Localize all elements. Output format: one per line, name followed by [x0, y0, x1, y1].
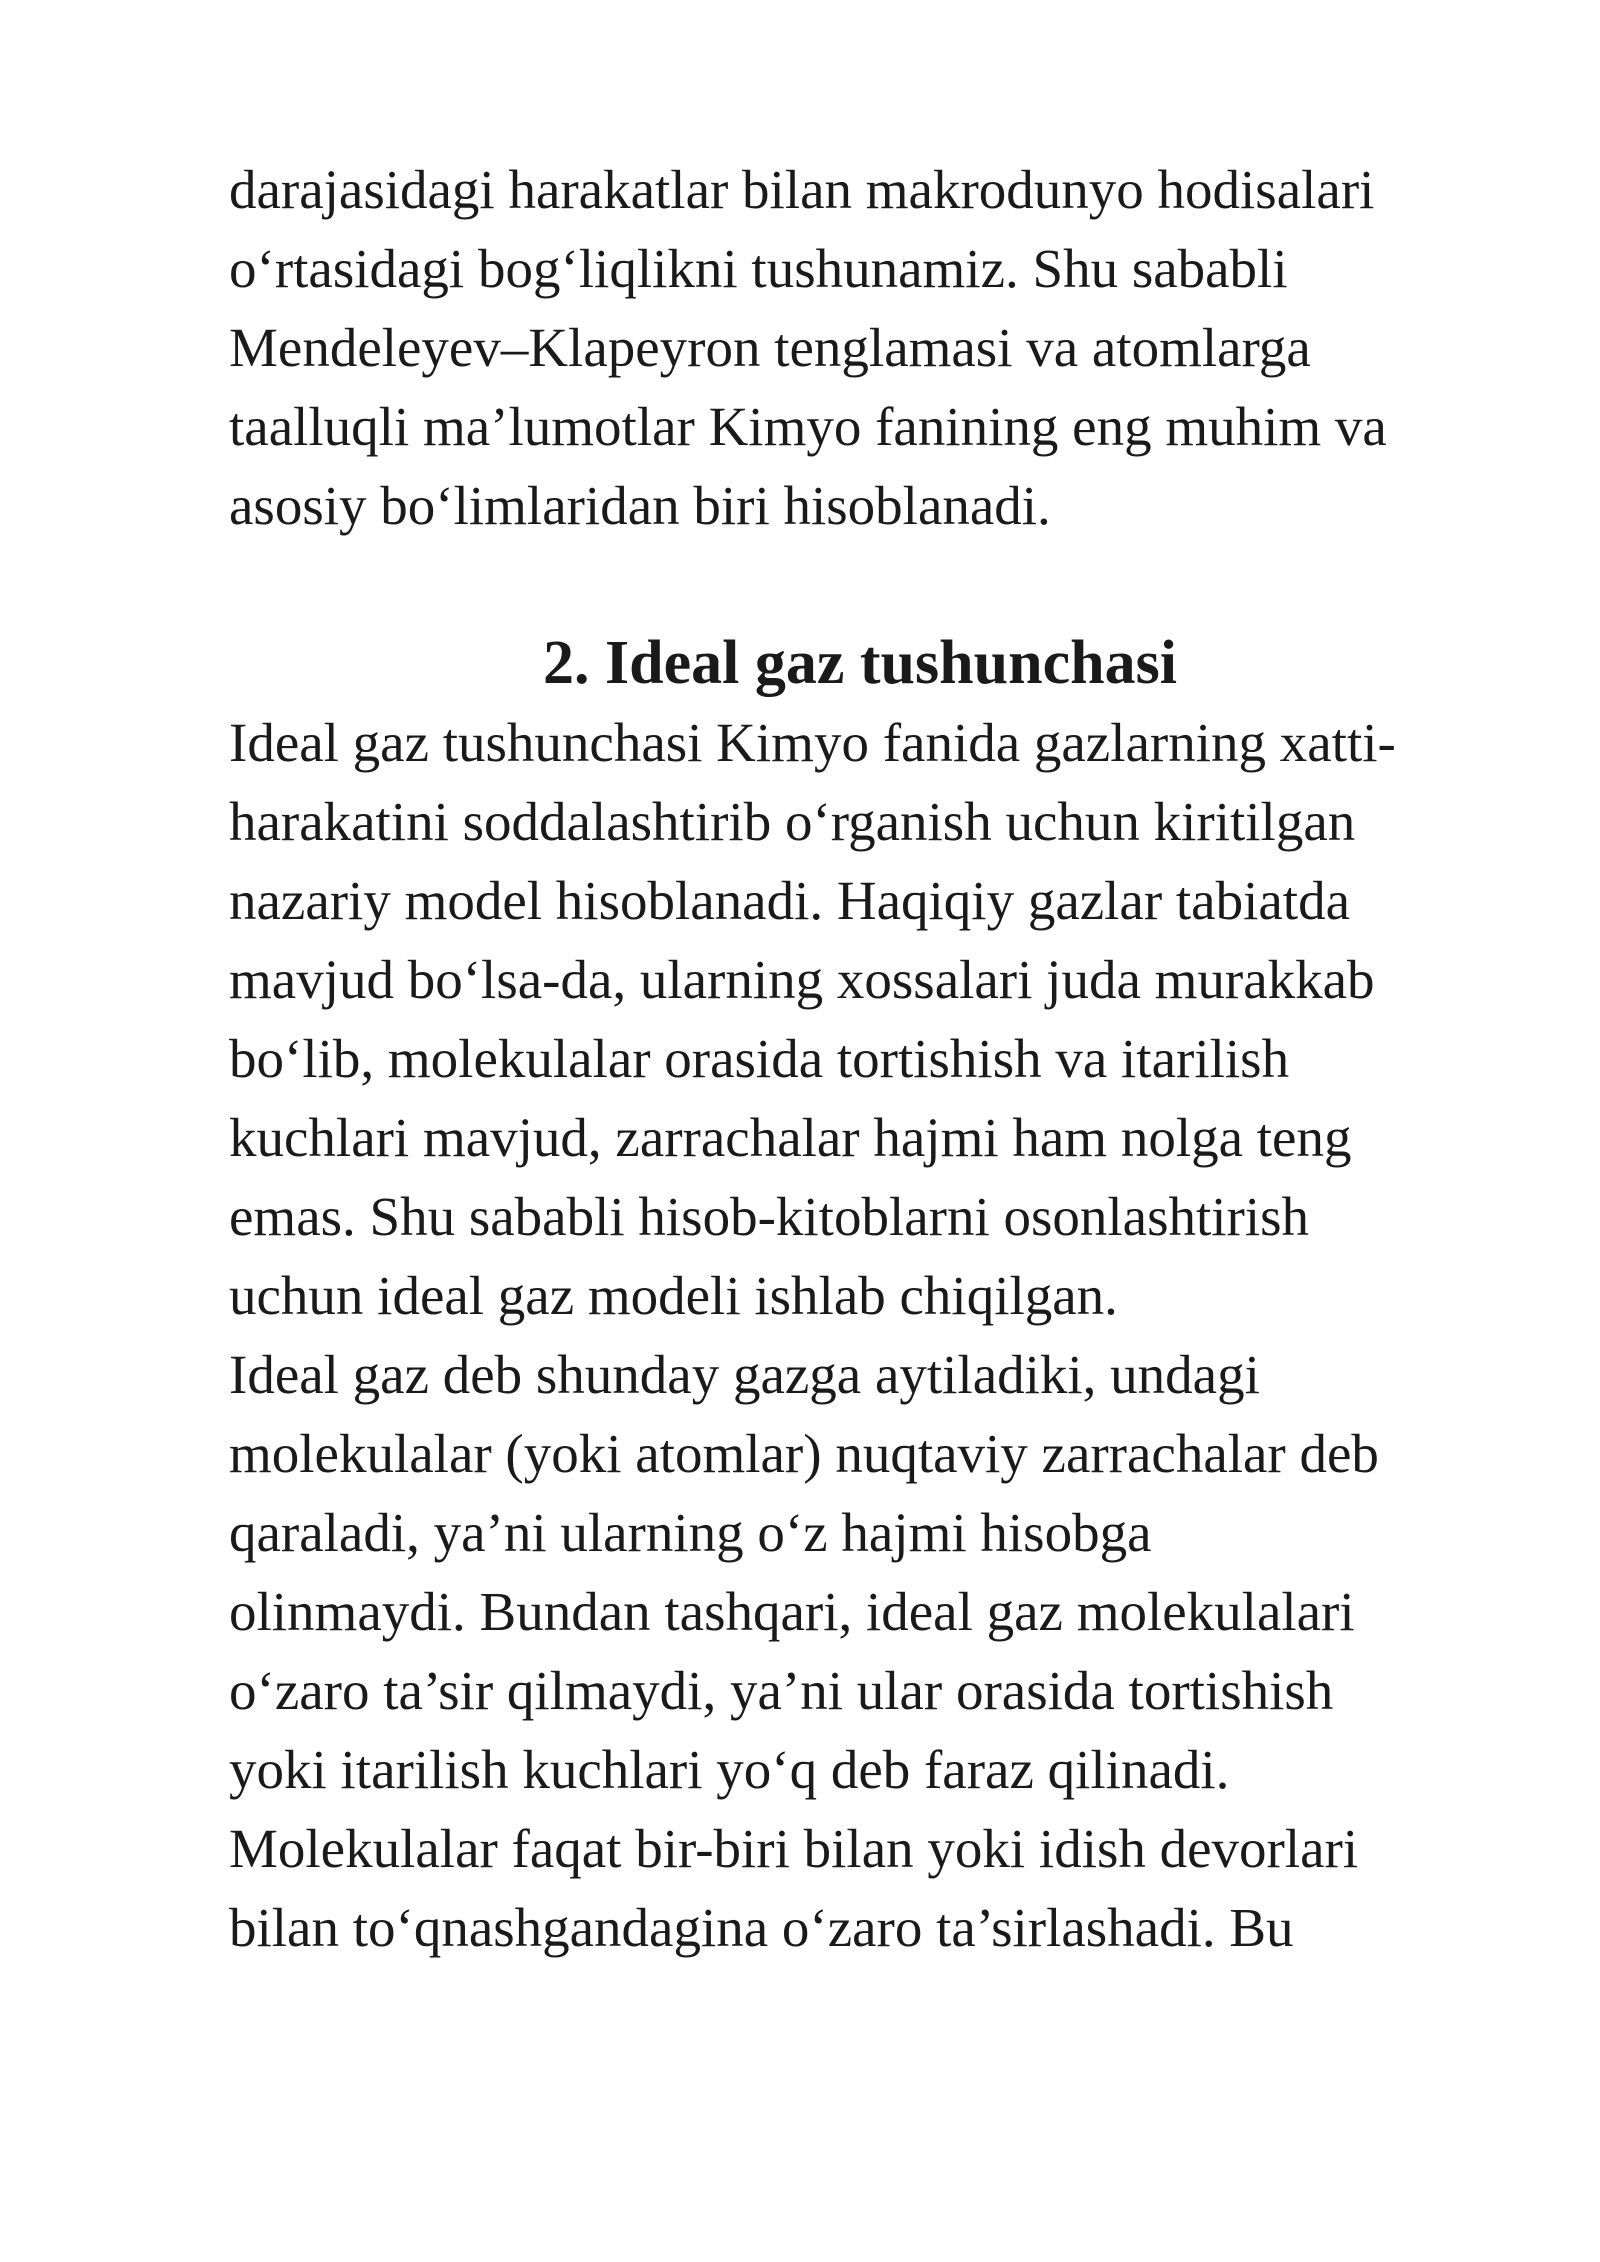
paragraph-line: qaraladi, ya’ni ularning o‘z hajmi hisobga	[229, 1502, 1152, 1563]
paragraph-line: Ideal gaz tushunchasi Kimyo fanida gazlarning xatti-	[229, 712, 1396, 773]
paragraph-line: asosiy bo‘limlaridan biri hisoblanadi.	[229, 475, 1051, 536]
paragraph-line: kuchlari mavjud, zarrachalar hajmi ham nolga teng	[229, 1107, 1352, 1168]
paragraph-line: darajasidagi harakatlar bilan makrodunyo hodisalari	[229, 159, 1375, 220]
paragraph-line: emas. Shu sababli hisob-kitoblarni osonlashtirish	[229, 1186, 1310, 1247]
paragraph-line: bilan to‘qnashgandagina o‘zaro ta’sirlashadi. Bu	[229, 1897, 1294, 1958]
paragraph-line: Ideal gaz deb shunday gazga aytiladiki, undagi	[229, 1344, 1260, 1405]
paragraph-line: taalluqli ma’lumotlar Kimyo fanining eng muhim va	[229, 396, 1387, 457]
paragraph-properties	[229, 1335, 1519, 1967]
paragraph-line: uchun ideal gaz modeli ishlab chiqilgan.	[229, 1265, 1118, 1326]
paragraph-line: bo‘lib, molekulalar orasida tortishish va itarilish	[229, 1028, 1290, 1089]
paragraph-line: o‘zaro ta’sir qilmaydi, ya’ni ular orasida tortishish	[229, 1660, 1334, 1721]
paragraph-line: mavjud bo‘lsa-da, ularning xossalari juda murakkab	[229, 949, 1375, 1010]
paragraph-line: harakatini soddalashtirib o‘rganish uchun kiritilgan	[229, 791, 1356, 852]
paragraph-line: olinmaydi. Bundan tashqari, ideal gaz molekulalari	[229, 1581, 1355, 1642]
page-content	[229, 150, 1519, 1967]
paragraph-line: yoki itarilish kuchlari yo‘q deb faraz qilinadi.	[229, 1739, 1230, 1800]
paragraph-line: o‘rtasidagi bog‘liqlikni tushunamiz. Shu sababli	[229, 238, 1288, 299]
paragraph-line: molekulalar (yoki atomlar) nuqtaviy zarrachalar deb	[229, 1423, 1379, 1484]
section-heading: 2. Ideal gaz tushunchasi	[543, 629, 1177, 697]
paragraph-intro	[229, 150, 1519, 545]
paragraph-definition	[229, 703, 1519, 1335]
paragraph-line: Mendeleyev–Klapeyron tenglamasi va atomlarga	[229, 317, 1311, 378]
paragraph-line: nazariy model hisoblanadi. Haqiqiy gazlar tabiatda	[229, 870, 1350, 931]
paragraph-line: Molekulalar faqat bir-biri bilan yoki idish devorlari	[229, 1818, 1359, 1879]
